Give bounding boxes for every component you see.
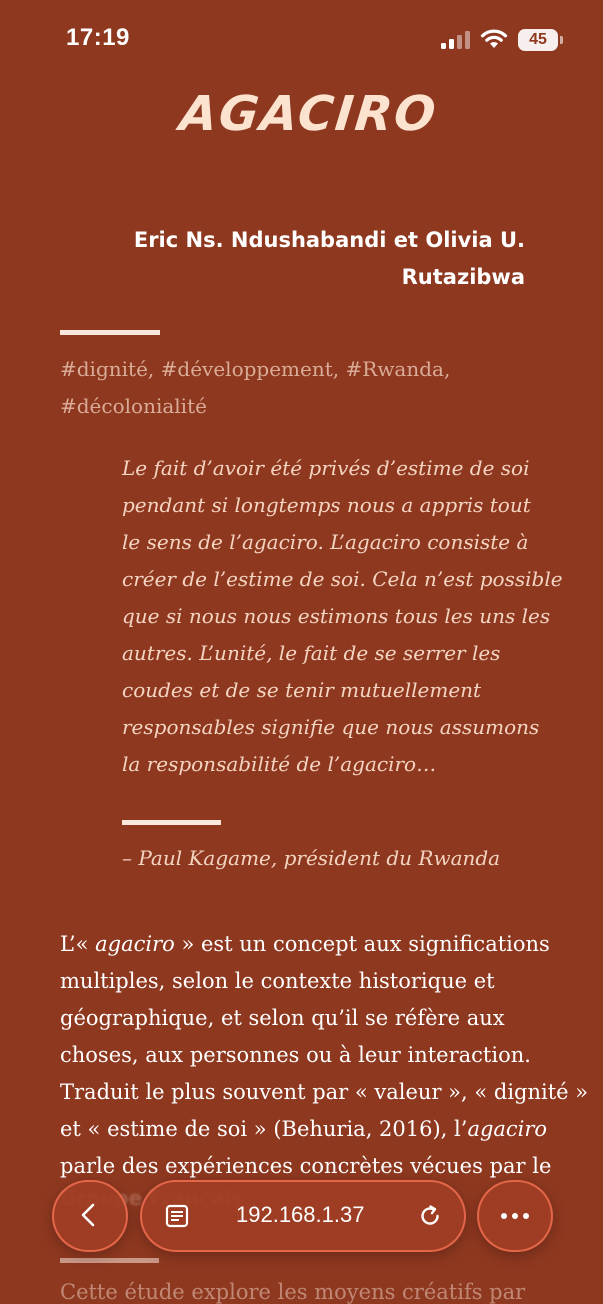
section-divider	[60, 1258, 159, 1263]
epigraph-line: autres. L’unité, le fait de se serrer les	[122, 641, 501, 665]
battery-level: 45	[529, 31, 547, 48]
tag-item[interactable]: #dignité,	[60, 357, 155, 381]
epigraph-line: la responsabilité de l’agaciro…	[122, 752, 437, 776]
body-line	[60, 926, 600, 963]
body-text-fragment: » est un concept aux significations	[174, 932, 550, 956]
body-text-fragment: et « estime de soi » (Behuria, 2016), l’	[60, 1117, 468, 1141]
epigraph-line: que si nous nous estimons tous les uns les	[122, 604, 551, 628]
body-line	[60, 1111, 600, 1148]
body-line: parle des expériences concrètes vécues par le	[60, 1154, 552, 1178]
article-title: AGACIRO	[177, 86, 441, 142]
url-text[interactable]: 192.168.1.37	[236, 1202, 365, 1227]
body-line: choses, aux personnes ou à leur interaction.	[60, 1043, 531, 1067]
tag-item[interactable]: #développement,	[160, 357, 340, 381]
epigraph-attribution: – Paul Kagame, président du Rwanda	[122, 846, 501, 870]
epigraph-line: pendant si longtemps nous a appris tout	[122, 493, 531, 517]
body-line-next-section: Cette étude explore les moyens créatifs par	[60, 1280, 526, 1304]
epigraph-line: responsables signifie que nous assumons	[122, 715, 540, 739]
ellipsis-icon	[499, 1210, 531, 1222]
chevron-left-icon	[78, 1202, 100, 1228]
wifi-icon	[480, 28, 508, 50]
tag-item[interactable]: #Rwanda,	[345, 357, 451, 381]
body-line: Traduit le plus souvent par « valeur », « dignité »	[60, 1080, 589, 1104]
body-emphasis: agaciro	[467, 1117, 548, 1141]
epigraph-line: Le fait d’avoir été privés d’estime de soi	[122, 456, 530, 480]
battery-icon	[518, 29, 564, 51]
body-text-fragment: L’«	[60, 932, 96, 956]
cellular-signal-icon	[440, 31, 470, 49]
body-line: géographique, et selon qu’il se réfère aux	[60, 1006, 505, 1030]
epigraph-divider	[122, 820, 221, 825]
reader-mode-icon[interactable]	[164, 1203, 190, 1229]
body-line: multiples, selon le contexte historique et	[60, 969, 495, 993]
back-button[interactable]	[52, 1180, 128, 1252]
status-bar	[0, 0, 603, 80]
epigraph-line: coudes et de se tenir mutuellement	[122, 678, 482, 702]
epigraph-line: créer de l’estime de soi. Cela n’est possible	[122, 567, 563, 591]
article-authors	[105, 222, 525, 296]
divider-rule	[60, 330, 160, 335]
status-time: 17:19	[66, 24, 130, 51]
epigraph-line: le sens de l’agaciro. L’agaciro consiste à	[122, 530, 529, 554]
more-options-button[interactable]	[477, 1180, 553, 1252]
authors-line-2: Rutazibwa	[401, 265, 525, 289]
article-body	[60, 926, 600, 1185]
epigraph-quote	[122, 450, 563, 783]
address-bar[interactable]	[140, 1180, 466, 1252]
authors-line-1: Eric Ns. Ndushabandi et Olivia U.	[133, 228, 525, 252]
reload-icon[interactable]	[416, 1202, 444, 1230]
tag-list	[60, 351, 530, 425]
body-emphasis: agaciro	[95, 932, 175, 956]
battery-cap	[560, 36, 563, 44]
tag-item[interactable]: #décolonialité	[60, 394, 207, 418]
